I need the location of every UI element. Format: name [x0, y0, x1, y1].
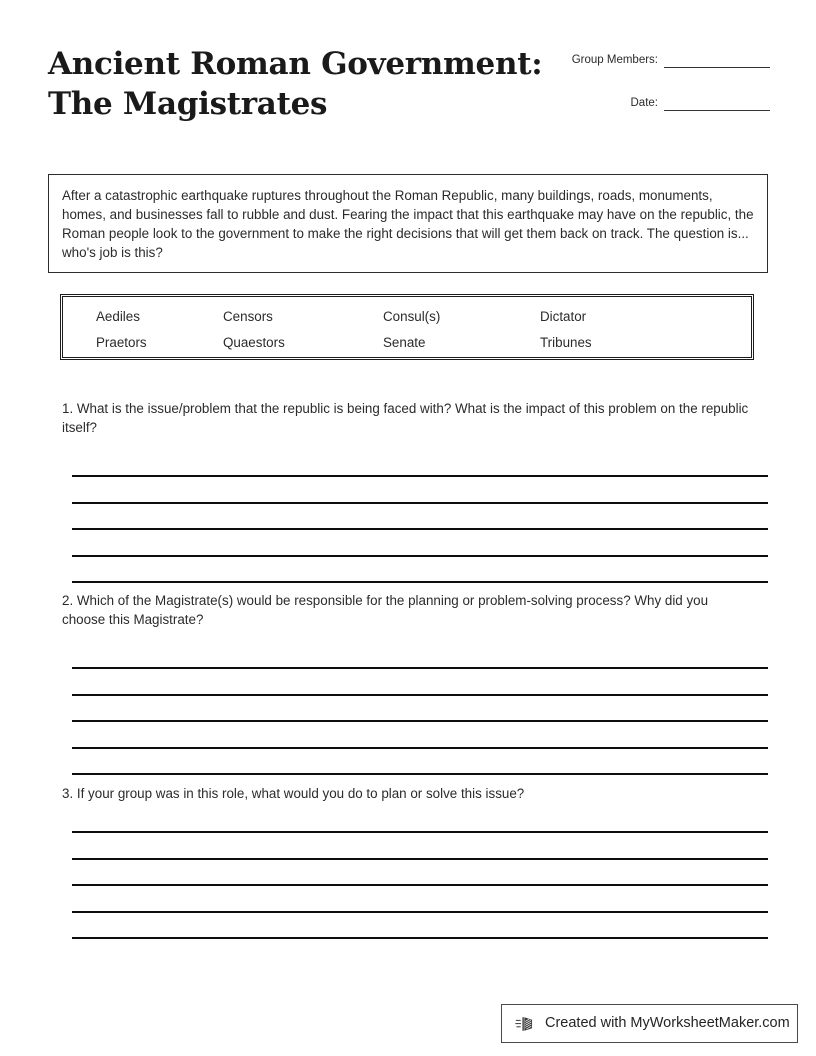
- answer-line[interactable]: [72, 720, 768, 722]
- answer-line[interactable]: [72, 747, 768, 749]
- answer-line[interactable]: [72, 475, 768, 477]
- word-bank-term[interactable]: Consul(s): [383, 309, 441, 325]
- worksheet-header: [0, 0, 816, 150]
- answer-line[interactable]: [72, 911, 768, 913]
- word-bank-row: [63, 304, 751, 330]
- answer-line[interactable]: [72, 773, 768, 775]
- word-bank-term[interactable]: Praetors: [96, 335, 147, 351]
- group-members-label: Group Members:: [571, 53, 658, 66]
- scenario-box: [48, 174, 768, 273]
- answer-line[interactable]: [72, 581, 768, 583]
- answer-line[interactable]: [72, 528, 768, 530]
- header-fields: [540, 46, 770, 132]
- answer-line[interactable]: [72, 831, 768, 833]
- answer-line[interactable]: [72, 694, 768, 696]
- answer-line[interactable]: [72, 884, 768, 886]
- answer-line[interactable]: [72, 937, 768, 939]
- question-text-1: 1. What is the issue/problem that the republic is being faced with? What is the impact of this problem on the republic itself?: [62, 401, 749, 436]
- word-bank-term[interactable]: Senate: [383, 335, 426, 351]
- word-bank-term[interactable]: Dictator: [540, 309, 587, 325]
- word-bank-term[interactable]: Censors: [223, 309, 273, 325]
- worksheet-maker-badge[interactable]: [501, 1004, 798, 1043]
- answer-line[interactable]: [72, 858, 768, 860]
- word-bank-term[interactable]: Quaestors: [223, 335, 285, 351]
- answer-line[interactable]: [72, 555, 768, 557]
- answer-lines-1[interactable]: [72, 475, 768, 583]
- answer-line[interactable]: [72, 667, 768, 669]
- word-bank-box: [60, 294, 754, 360]
- question-text-2: 2. Which of the Magistrate(s) would be responsible for the planning or problem-solving process? Why did you choose this Magistrate?: [62, 593, 709, 628]
- word-bank-term[interactable]: Aediles: [96, 309, 140, 325]
- page-title: [48, 45, 543, 124]
- group-members-input[interactable]: [664, 53, 770, 68]
- answer-lines-2[interactable]: [72, 667, 768, 775]
- question-block-1: [62, 399, 772, 583]
- date-label: Date:: [630, 96, 658, 109]
- question-text-3: 3. If your group was in this role, what would you do to plan or solve this issue?: [62, 786, 525, 801]
- quill-pen-icon: [515, 1013, 537, 1035]
- word-bank-term[interactable]: Tribunes: [540, 335, 592, 351]
- date-input[interactable]: [664, 96, 770, 111]
- scenario-text: After a catastrophic earthquake ruptures throughout the Roman Republic, many buildings, roads, monuments, homes, and businesses fall to rubble and dust. Fearing the impact that this earthquake may have on the republic, the Roman people look to the government to make the right decisions that will get them back on track. The question is... who's job is this?: [62, 188, 754, 261]
- word-bank-row: [63, 330, 751, 356]
- date-field-row: [540, 89, 770, 111]
- answer-lines-3[interactable]: [72, 831, 768, 939]
- question-block-3: [62, 784, 772, 939]
- worksheet-maker-badge-text: Created with MyWorksheetMaker.com: [545, 1015, 790, 1032]
- group-members-field-row: [540, 46, 770, 68]
- page-title-line-2: The Magistrates: [48, 85, 328, 122]
- answer-line[interactable]: [72, 502, 768, 504]
- page-title-line-1: Ancient Roman Government:: [48, 46, 543, 82]
- question-block-2: [62, 591, 772, 775]
